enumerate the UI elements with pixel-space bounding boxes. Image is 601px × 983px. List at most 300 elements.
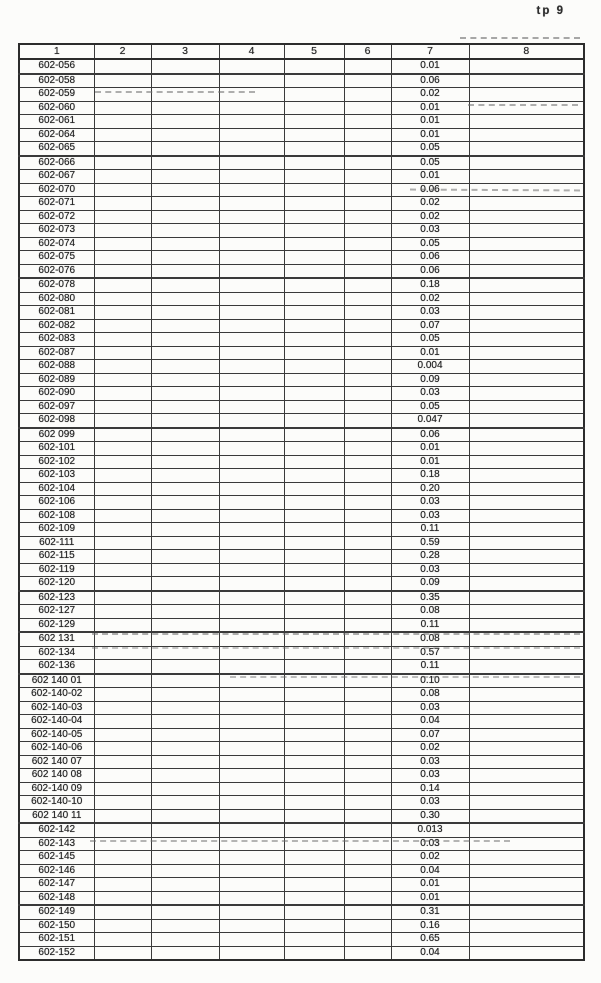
cell-empty [469, 577, 584, 591]
cell-empty [94, 156, 151, 170]
cell-value: 0.18 [391, 469, 469, 483]
cell-empty [344, 577, 391, 591]
table-row [19, 688, 584, 702]
scan-artifact [90, 840, 510, 842]
cell-code: 602-148 [19, 891, 94, 905]
cell-empty [94, 210, 151, 224]
cell-empty [469, 360, 584, 374]
cell-empty [284, 755, 344, 769]
table-row [19, 387, 584, 401]
cell-empty [469, 292, 584, 306]
cell-empty [151, 905, 219, 919]
cell-empty [469, 197, 584, 211]
cell-empty [469, 550, 584, 564]
cell-empty [94, 360, 151, 374]
cell-code: 602-115 [19, 550, 94, 564]
table-row [19, 809, 584, 823]
cell-empty [219, 728, 284, 742]
cell-empty [344, 660, 391, 674]
cell-empty [219, 701, 284, 715]
cell-empty [94, 251, 151, 265]
cell-empty [94, 292, 151, 306]
cell-value: 0.04 [391, 715, 469, 729]
cell-empty [151, 183, 219, 197]
cell-empty [284, 550, 344, 564]
cell-empty [151, 864, 219, 878]
cell-empty [284, 536, 344, 550]
cell-empty [94, 715, 151, 729]
cell-code: 602-140 09 [19, 782, 94, 796]
cell-empty [219, 660, 284, 674]
cell-empty [469, 170, 584, 184]
table-row [19, 577, 584, 591]
cell-empty [219, 237, 284, 251]
cell-empty [344, 387, 391, 401]
cell-empty [151, 605, 219, 619]
cell-empty [94, 455, 151, 469]
table-row [19, 319, 584, 333]
cell-empty [469, 701, 584, 715]
table-row [19, 851, 584, 865]
cell-empty [344, 509, 391, 523]
column-header: 3 [151, 44, 219, 59]
scan-artifact [230, 676, 580, 678]
cell-value: 0.047 [391, 414, 469, 428]
cell-empty [344, 59, 391, 74]
cell-value: 0.06 [391, 183, 469, 197]
cell-code: 602-058 [19, 74, 94, 88]
cell-empty [151, 823, 219, 837]
column-header: 8 [469, 44, 584, 59]
cell-value: 0.11 [391, 618, 469, 632]
cell-code: 602-103 [19, 469, 94, 483]
cell-code: 602-081 [19, 306, 94, 320]
cell-code: 602-142 [19, 823, 94, 837]
cell-empty [219, 400, 284, 414]
cell-empty [151, 333, 219, 347]
cell-empty [94, 400, 151, 414]
cell-empty [94, 755, 151, 769]
cell-value: 0.03 [391, 496, 469, 510]
cell-empty [469, 523, 584, 537]
cell-empty [344, 333, 391, 347]
cell-empty [151, 224, 219, 238]
cell-empty [284, 782, 344, 796]
cell-empty [469, 333, 584, 347]
cell-empty [469, 428, 584, 442]
cell-code: 602-088 [19, 360, 94, 374]
table-row [19, 237, 584, 251]
cell-empty [344, 701, 391, 715]
table-row [19, 878, 584, 892]
cell-code: 602-134 [19, 646, 94, 660]
cell-empty [94, 197, 151, 211]
cell-empty [219, 428, 284, 442]
cell-empty [151, 442, 219, 456]
cell-empty [94, 933, 151, 947]
table-row [19, 919, 584, 933]
cell-empty [151, 591, 219, 605]
table-header-row [19, 44, 584, 59]
cell-empty [94, 346, 151, 360]
cell-empty [469, 414, 584, 428]
cell-empty [344, 482, 391, 496]
cell-value: 0.57 [391, 646, 469, 660]
cell-empty [219, 373, 284, 387]
cell-empty [151, 251, 219, 265]
table-row [19, 373, 584, 387]
cell-empty [469, 715, 584, 729]
cell-empty [151, 74, 219, 88]
cell-empty [469, 864, 584, 878]
cell-value: 0.03 [391, 563, 469, 577]
cell-empty [284, 319, 344, 333]
cell-empty [284, 577, 344, 591]
cell-empty [219, 74, 284, 88]
cell-empty [469, 688, 584, 702]
cell-value: 0.08 [391, 688, 469, 702]
table-row [19, 536, 584, 550]
table-row [19, 115, 584, 129]
table-row [19, 428, 584, 442]
cell-empty [94, 688, 151, 702]
cell-empty [344, 237, 391, 251]
cell-empty [284, 715, 344, 729]
table-row [19, 278, 584, 292]
cell-empty [94, 264, 151, 278]
cell-empty [94, 742, 151, 756]
cell-empty [469, 905, 584, 919]
table-row [19, 509, 584, 523]
cell-empty [284, 796, 344, 810]
cell-value: 0.03 [391, 837, 469, 851]
cell-code: 602-152 [19, 946, 94, 960]
cell-value: 0.09 [391, 577, 469, 591]
cell-empty [151, 728, 219, 742]
cell-empty [284, 142, 344, 156]
cell-empty [284, 742, 344, 756]
cell-empty [284, 333, 344, 347]
cell-code: 602 140 07 [19, 755, 94, 769]
cell-empty [344, 292, 391, 306]
cell-value: 0.01 [391, 891, 469, 905]
cell-empty [94, 660, 151, 674]
cell-empty [151, 688, 219, 702]
column-header: 7 [391, 44, 469, 59]
cell-empty [284, 414, 344, 428]
cell-empty [94, 550, 151, 564]
table-row [19, 224, 584, 238]
cell-empty [151, 769, 219, 783]
cell-empty [151, 237, 219, 251]
cell-code: 602-140-10 [19, 796, 94, 810]
cell-empty [469, 373, 584, 387]
table-row [19, 523, 584, 537]
cell-code: 602-087 [19, 346, 94, 360]
cell-empty [344, 278, 391, 292]
cell-empty [151, 660, 219, 674]
cell-empty [151, 319, 219, 333]
cell-empty [344, 360, 391, 374]
scan-artifact [460, 37, 580, 39]
cell-empty [219, 387, 284, 401]
cell-value: 0.05 [391, 142, 469, 156]
cell-empty [344, 442, 391, 456]
cell-empty [284, 688, 344, 702]
cell-code: 602-073 [19, 224, 94, 238]
cell-empty [284, 237, 344, 251]
cell-empty [219, 88, 284, 102]
cell-code: 602-109 [19, 523, 94, 537]
cell-empty [151, 796, 219, 810]
cell-empty [219, 128, 284, 142]
cell-empty [469, 278, 584, 292]
cell-empty [151, 264, 219, 278]
table-row [19, 88, 584, 102]
cell-code: 602-145 [19, 851, 94, 865]
cell-empty [94, 373, 151, 387]
cell-empty [469, 618, 584, 632]
table-row [19, 742, 584, 756]
cell-empty [344, 796, 391, 810]
cell-empty [284, 101, 344, 115]
cell-code: 602-059 [19, 88, 94, 102]
column-header: 2 [94, 44, 151, 59]
cell-empty [469, 128, 584, 142]
cell-value: 0.01 [391, 878, 469, 892]
cell-empty [219, 319, 284, 333]
cell-empty [469, 769, 584, 783]
cell-empty [284, 183, 344, 197]
cell-empty [151, 919, 219, 933]
cell-empty [219, 333, 284, 347]
cell-value: 0.07 [391, 728, 469, 742]
cell-empty [151, 933, 219, 947]
cell-empty [94, 878, 151, 892]
cell-empty [151, 563, 219, 577]
cell-empty [151, 360, 219, 374]
cell-empty [344, 74, 391, 88]
cell-value: 0.03 [391, 755, 469, 769]
cell-empty [344, 414, 391, 428]
cell-empty [219, 264, 284, 278]
cell-empty [94, 851, 151, 865]
cell-value: 0.08 [391, 632, 469, 646]
cell-empty [219, 306, 284, 320]
cell-empty [219, 605, 284, 619]
cell-value: 0.03 [391, 701, 469, 715]
scan-artifact [92, 633, 580, 635]
cell-empty [151, 523, 219, 537]
cell-value: 0.02 [391, 292, 469, 306]
cell-empty [219, 523, 284, 537]
cell-empty [94, 115, 151, 129]
cell-value: 0.05 [391, 400, 469, 414]
cell-code: 602 131 [19, 632, 94, 646]
cell-empty [219, 878, 284, 892]
cell-empty [151, 550, 219, 564]
cell-code: 602-136 [19, 660, 94, 674]
cell-empty [284, 455, 344, 469]
cell-empty [469, 387, 584, 401]
cell-value: 0.09 [391, 373, 469, 387]
cell-empty [344, 469, 391, 483]
cell-empty [469, 591, 584, 605]
table-row [19, 782, 584, 796]
cell-empty [94, 469, 151, 483]
cell-code: 602-140-05 [19, 728, 94, 742]
cell-empty [151, 156, 219, 170]
cell-empty [219, 482, 284, 496]
table-row [19, 823, 584, 837]
cell-code: 602-080 [19, 292, 94, 306]
cell-empty [344, 618, 391, 632]
cell-empty [344, 755, 391, 769]
cell-empty [219, 278, 284, 292]
cell-code: 602-072 [19, 210, 94, 224]
cell-empty [94, 496, 151, 510]
cell-empty [219, 715, 284, 729]
table-row [19, 74, 584, 88]
scan-artifact [95, 91, 255, 93]
cell-empty [284, 387, 344, 401]
cell-empty [344, 864, 391, 878]
cell-empty [344, 946, 391, 960]
cell-code: 602-070 [19, 183, 94, 197]
cell-empty [344, 605, 391, 619]
table-row [19, 591, 584, 605]
cell-empty [344, 563, 391, 577]
cell-empty [219, 905, 284, 919]
cell-empty [344, 742, 391, 756]
cell-value: 0.01 [391, 442, 469, 456]
cell-empty [219, 360, 284, 374]
cell-value: 0.06 [391, 264, 469, 278]
cell-empty [151, 170, 219, 184]
cell-code: 602-140-04 [19, 715, 94, 729]
cell-empty [284, 115, 344, 129]
cell-empty [94, 591, 151, 605]
cell-empty [469, 442, 584, 456]
cell-empty [219, 455, 284, 469]
cell-empty [344, 782, 391, 796]
table-row [19, 701, 584, 715]
cell-empty [469, 496, 584, 510]
column-header: 5 [284, 44, 344, 59]
cell-value: 0.30 [391, 809, 469, 823]
cell-empty [284, 618, 344, 632]
cell-empty [219, 769, 284, 783]
cell-empty [284, 660, 344, 674]
cell-code: 602-090 [19, 387, 94, 401]
cell-empty [284, 919, 344, 933]
page-number-label: tp 9 [536, 5, 565, 17]
cell-empty [94, 563, 151, 577]
cell-empty [469, 782, 584, 796]
cell-empty [469, 237, 584, 251]
cell-empty [219, 742, 284, 756]
cell-empty [344, 88, 391, 102]
cell-empty [151, 292, 219, 306]
cell-empty [94, 237, 151, 251]
cell-empty [94, 809, 151, 823]
cell-empty [469, 224, 584, 238]
cell-empty [284, 210, 344, 224]
cell-empty [151, 674, 219, 688]
cell-empty [469, 878, 584, 892]
cell-empty [219, 618, 284, 632]
cell-value: 0.01 [391, 170, 469, 184]
cell-empty [151, 278, 219, 292]
cell-value: 0.013 [391, 823, 469, 837]
cell-code: 602-140-03 [19, 701, 94, 715]
cell-empty [151, 536, 219, 550]
cell-value: 0.04 [391, 946, 469, 960]
cell-value: 0.11 [391, 523, 469, 537]
cell-empty [469, 891, 584, 905]
cell-empty [469, 455, 584, 469]
cell-empty [219, 550, 284, 564]
cell-empty [151, 197, 219, 211]
cell-empty [284, 523, 344, 537]
cell-value: 0.004 [391, 360, 469, 374]
cell-empty [344, 455, 391, 469]
cell-empty [94, 618, 151, 632]
cell-value: 0.06 [391, 428, 469, 442]
cell-empty [151, 891, 219, 905]
cell-empty [151, 400, 219, 414]
cell-empty [219, 115, 284, 129]
cell-code: 602-119 [19, 563, 94, 577]
cell-code: 602-065 [19, 142, 94, 156]
cell-empty [284, 292, 344, 306]
cell-code: 602-108 [19, 509, 94, 523]
cell-empty [344, 183, 391, 197]
cell-code: 602 099 [19, 428, 94, 442]
cell-empty [94, 864, 151, 878]
cell-value: 0.01 [391, 346, 469, 360]
cell-empty [344, 905, 391, 919]
cell-empty [151, 742, 219, 756]
table-row [19, 142, 584, 156]
cell-code: 602-147 [19, 878, 94, 892]
table-row [19, 400, 584, 414]
cell-empty [344, 210, 391, 224]
cell-empty [219, 251, 284, 265]
cell-code: 602-120 [19, 577, 94, 591]
table-row [19, 210, 584, 224]
cell-empty [94, 919, 151, 933]
data-table [18, 43, 585, 961]
cell-empty [469, 851, 584, 865]
cell-empty [469, 755, 584, 769]
cell-value: 0.02 [391, 88, 469, 102]
cell-empty [469, 59, 584, 74]
cell-empty [344, 550, 391, 564]
cell-value: 0.07 [391, 319, 469, 333]
cell-empty [151, 496, 219, 510]
cell-value: 0.06 [391, 74, 469, 88]
cell-value: 0.03 [391, 306, 469, 320]
cell-code: 602-102 [19, 455, 94, 469]
cell-code: 602-067 [19, 170, 94, 184]
cell-empty [469, 88, 584, 102]
cell-code: 602-127 [19, 605, 94, 619]
cell-empty [284, 482, 344, 496]
table-row [19, 251, 584, 265]
cell-empty [284, 224, 344, 238]
cell-empty [219, 183, 284, 197]
